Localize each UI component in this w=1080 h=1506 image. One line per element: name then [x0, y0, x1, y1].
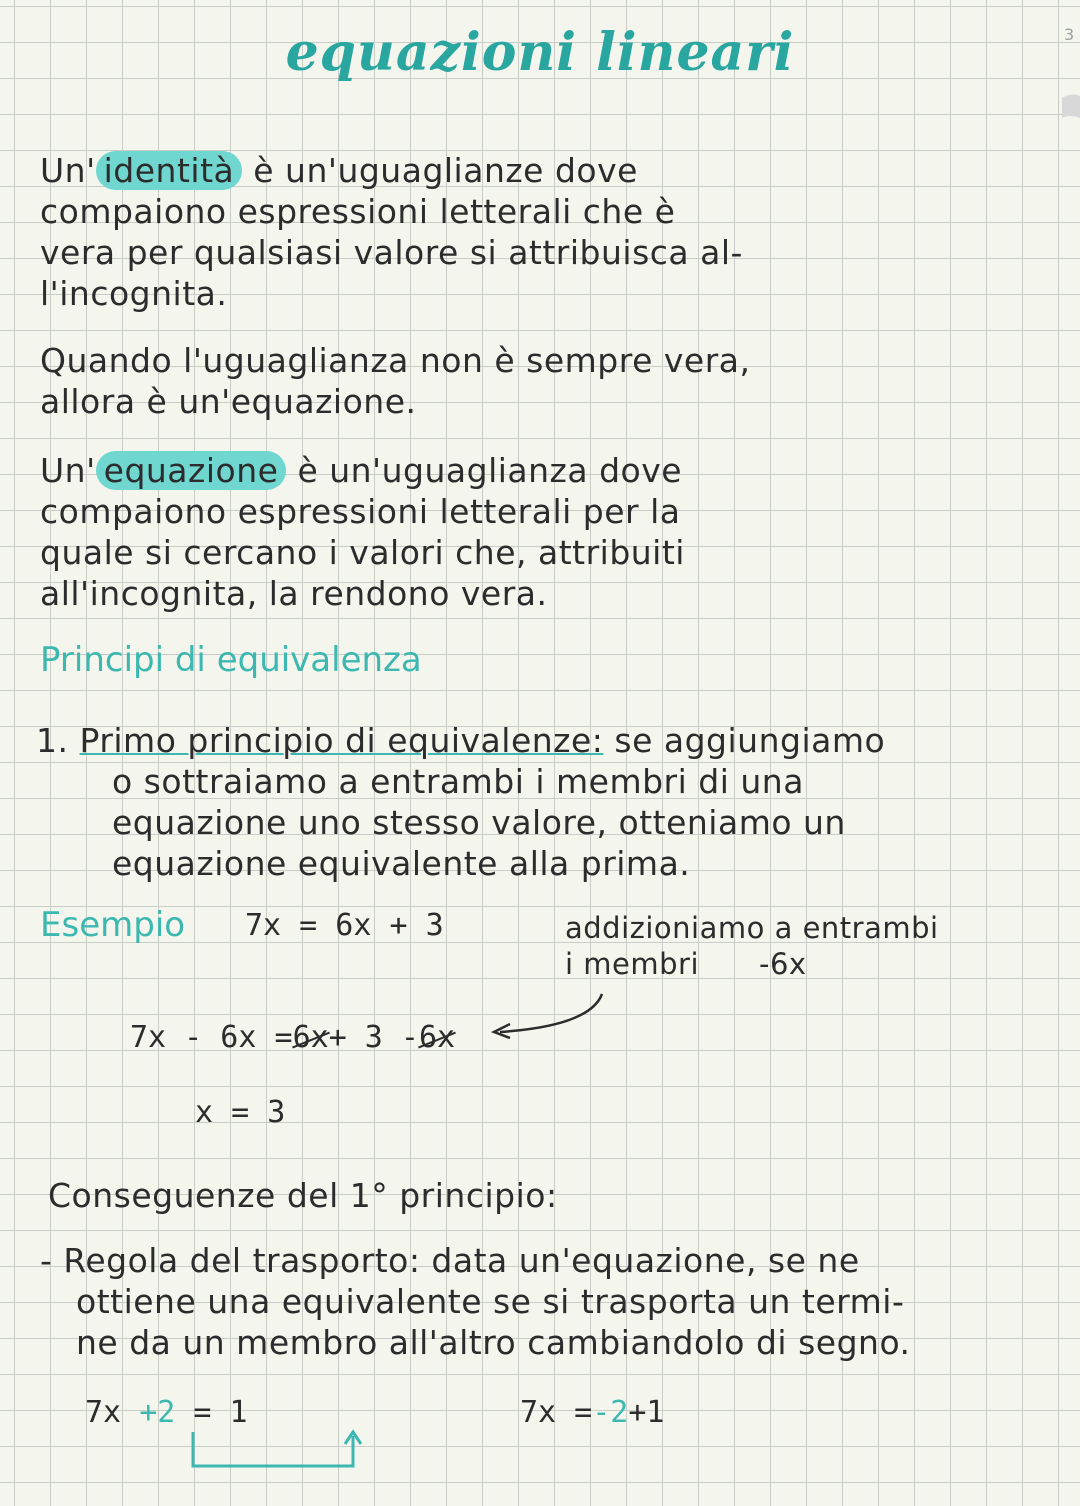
equation-term-highlight: equazione [96, 451, 287, 490]
page-curl-icon [1062, 94, 1080, 118]
example-arrow-icon [480, 990, 620, 1050]
example-equation: 7x = 6x + 3 [245, 908, 444, 943]
transport-arrow-icon [185, 1428, 370, 1473]
transport-rule: - Regola del trasporto: data un'equazione, se ne ottiene una equivalente se si trasporta un termi- ne da un membro all'altro cambiandolo di segno. [40, 1241, 911, 1362]
equation-condition: Quando l'uguaglianza non è sempre vera, allora è un'equazione. [40, 341, 751, 421]
identity-definition: Un' identità è un'uguaglianze dove compaiono espressioni letterali che è vera per qualsiasi valore si attribuisca al- l'incognita. [40, 151, 743, 313]
example-result: x = 3 [195, 1095, 286, 1130]
example-note: addizioniamo a entrambi i membri -6x [565, 911, 939, 981]
identity-term-highlight: identità [96, 151, 243, 190]
example-step: 7x - 6x =6x+ 3 -6x [130, 1020, 456, 1055]
example-label: Esempio [40, 905, 186, 945]
first-principle: 1. Primo principio di equivalenze: se aggiungiamo o sottraiamo a entrambi i membri di una equazione uno stesso valore, otteniamo un equazione equivalente alla prima. [36, 721, 886, 883]
page-number: 3 [1064, 25, 1075, 44]
transport-left-equation: 7x +2 = 1 [85, 1395, 248, 1430]
equation-definition: Un' equazione è un'uguaglianza dove compaiono espressioni letterali per la quale si cercano i valori che, attribuiti all'incognita, la rendono vera. [40, 451, 685, 613]
consequences-title: Conseguenze del 1° principio: [48, 1176, 558, 1215]
moved-term-result: -2 [592, 1395, 629, 1430]
page-title: equazioni lineari [285, 22, 795, 83]
transport-right-equation: 7x =-2+1 [520, 1395, 665, 1430]
moved-term: +2 [139, 1395, 176, 1430]
section-title: Principi di equivalenza [40, 640, 422, 680]
